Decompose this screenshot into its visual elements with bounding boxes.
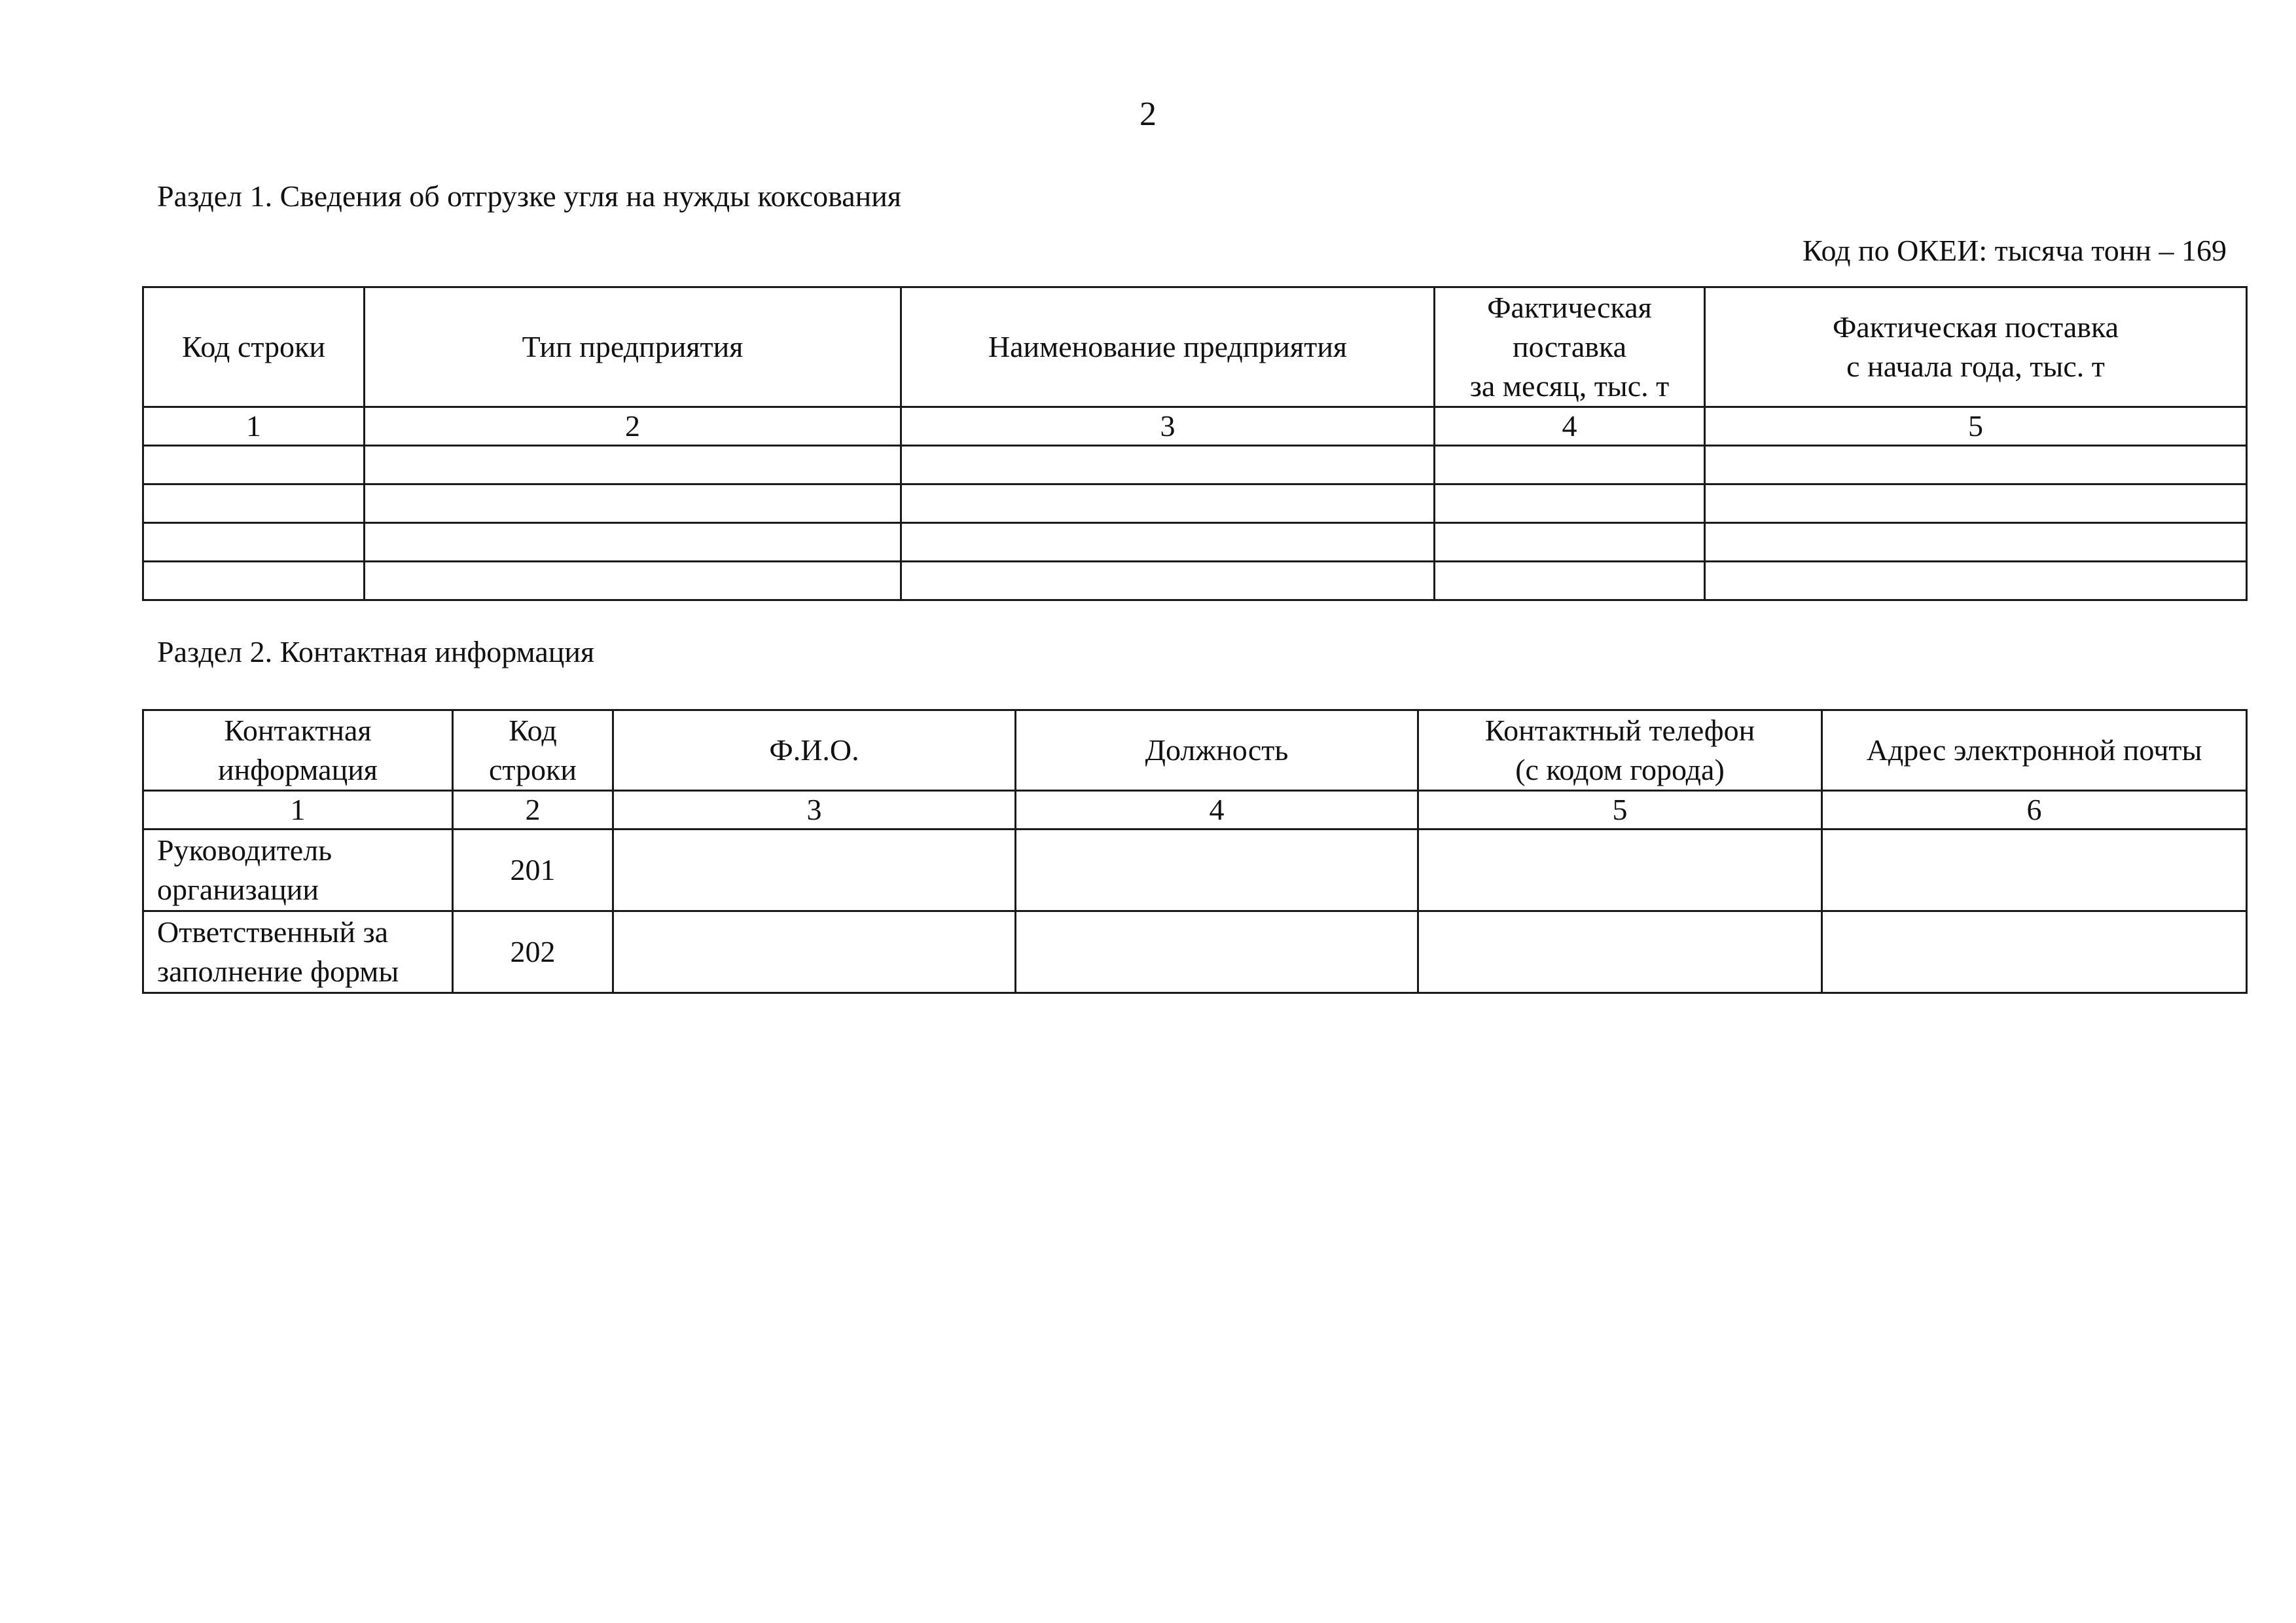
label-line: Руководитель (157, 833, 332, 867)
column-number: 5 (1705, 407, 2247, 446)
table-cell[interactable] (901, 484, 1435, 523)
table-cell[interactable] (901, 446, 1435, 484)
header-email: Адрес электронной почты (1822, 710, 2247, 791)
email-cell[interactable] (1822, 830, 2247, 911)
table-cell[interactable] (1705, 523, 2247, 562)
phone-cell[interactable] (1418, 911, 1822, 993)
header-enterprise-type: Тип предприятия (365, 287, 901, 407)
header-line: поставка (1512, 330, 1627, 363)
header-fio: Ф.И.О. (613, 710, 1016, 791)
fio-cell[interactable] (613, 830, 1016, 911)
header-enterprise-name: Наименование предприятия (901, 287, 1435, 407)
table-row (143, 446, 2247, 484)
column-number: 1 (143, 407, 365, 446)
table-cell[interactable] (1435, 562, 1705, 600)
label-line: Ответственный за (157, 915, 389, 949)
row-label (143, 911, 453, 993)
column-number: 3 (613, 791, 1016, 830)
header-row-code (453, 710, 613, 791)
column-number: 2 (365, 407, 901, 446)
table-cell[interactable] (143, 562, 365, 600)
fio-cell[interactable] (613, 911, 1016, 993)
label-line: организации (157, 873, 319, 906)
contact-table (142, 709, 2248, 994)
table-cell[interactable] (365, 484, 901, 523)
header-line: Контактная (224, 714, 372, 747)
table-row (143, 830, 2247, 911)
column-number: 4 (1016, 791, 1418, 830)
header-position: Должность (1016, 710, 1418, 791)
header-line: с начала года, тыс. т (1846, 350, 2105, 383)
header-monthly-supply (1435, 287, 1705, 407)
table-cell[interactable] (365, 446, 901, 484)
table-row (143, 911, 2247, 993)
column-number: 1 (143, 791, 453, 830)
position-cell[interactable] (1016, 911, 1418, 993)
table-row (143, 523, 2247, 562)
table-cell[interactable] (143, 523, 365, 562)
column-number-row (143, 407, 2247, 446)
page-number: 2 (1139, 96, 1157, 133)
table-cell[interactable] (365, 523, 901, 562)
table-cell[interactable] (1705, 562, 2247, 600)
table-cell[interactable] (1435, 484, 1705, 523)
header-line: Контактный телефон (1484, 714, 1755, 747)
header-row-code: Код строки (143, 287, 365, 407)
column-number-row (143, 791, 2247, 830)
header-line: информация (218, 753, 378, 786)
header-line: Фактическая (1487, 291, 1652, 324)
email-cell[interactable] (1822, 911, 2247, 993)
table-cell[interactable] (1705, 446, 2247, 484)
table-cell[interactable] (1705, 484, 2247, 523)
table-header-row (143, 710, 2247, 791)
position-cell[interactable] (1016, 830, 1418, 911)
header-contact-info (143, 710, 453, 791)
header-ytd-supply (1705, 287, 2247, 407)
header-line: Код (509, 714, 557, 747)
phone-cell[interactable] (1418, 830, 1822, 911)
column-number: 2 (453, 791, 613, 830)
column-number: 3 (901, 407, 1435, 446)
row-code: 201 (453, 830, 613, 911)
table-cell[interactable] (1435, 446, 1705, 484)
section1-title: Раздел 1. Сведения об отгрузке угля на нужды коксования (157, 179, 902, 213)
header-line: (с кодом города) (1515, 753, 1725, 786)
table-row (143, 484, 2247, 523)
table-cell[interactable] (1435, 523, 1705, 562)
table-cell[interactable] (901, 523, 1435, 562)
label-line: заполнение формы (157, 955, 399, 988)
column-number: 4 (1435, 407, 1705, 446)
table-cell[interactable] (143, 484, 365, 523)
table-cell[interactable] (901, 562, 1435, 600)
okei-code: Код по ОКЕИ: тысяча тонн – 169 (1803, 234, 2227, 267)
row-code: 202 (453, 911, 613, 993)
header-line: строки (488, 753, 577, 786)
header-line: за месяц, тыс. т (1469, 369, 1670, 403)
table-row (143, 562, 2247, 600)
header-line: Фактическая поставка (1832, 310, 2119, 344)
column-number: 6 (1822, 791, 2247, 830)
header-phone (1418, 710, 1822, 791)
table-cell[interactable] (143, 446, 365, 484)
shipment-table (142, 286, 2248, 601)
section2-title: Раздел 2. Контактная информация (157, 635, 595, 668)
table-header-row (143, 287, 2247, 407)
column-number: 5 (1418, 791, 1822, 830)
row-label (143, 830, 453, 911)
table-cell[interactable] (365, 562, 901, 600)
